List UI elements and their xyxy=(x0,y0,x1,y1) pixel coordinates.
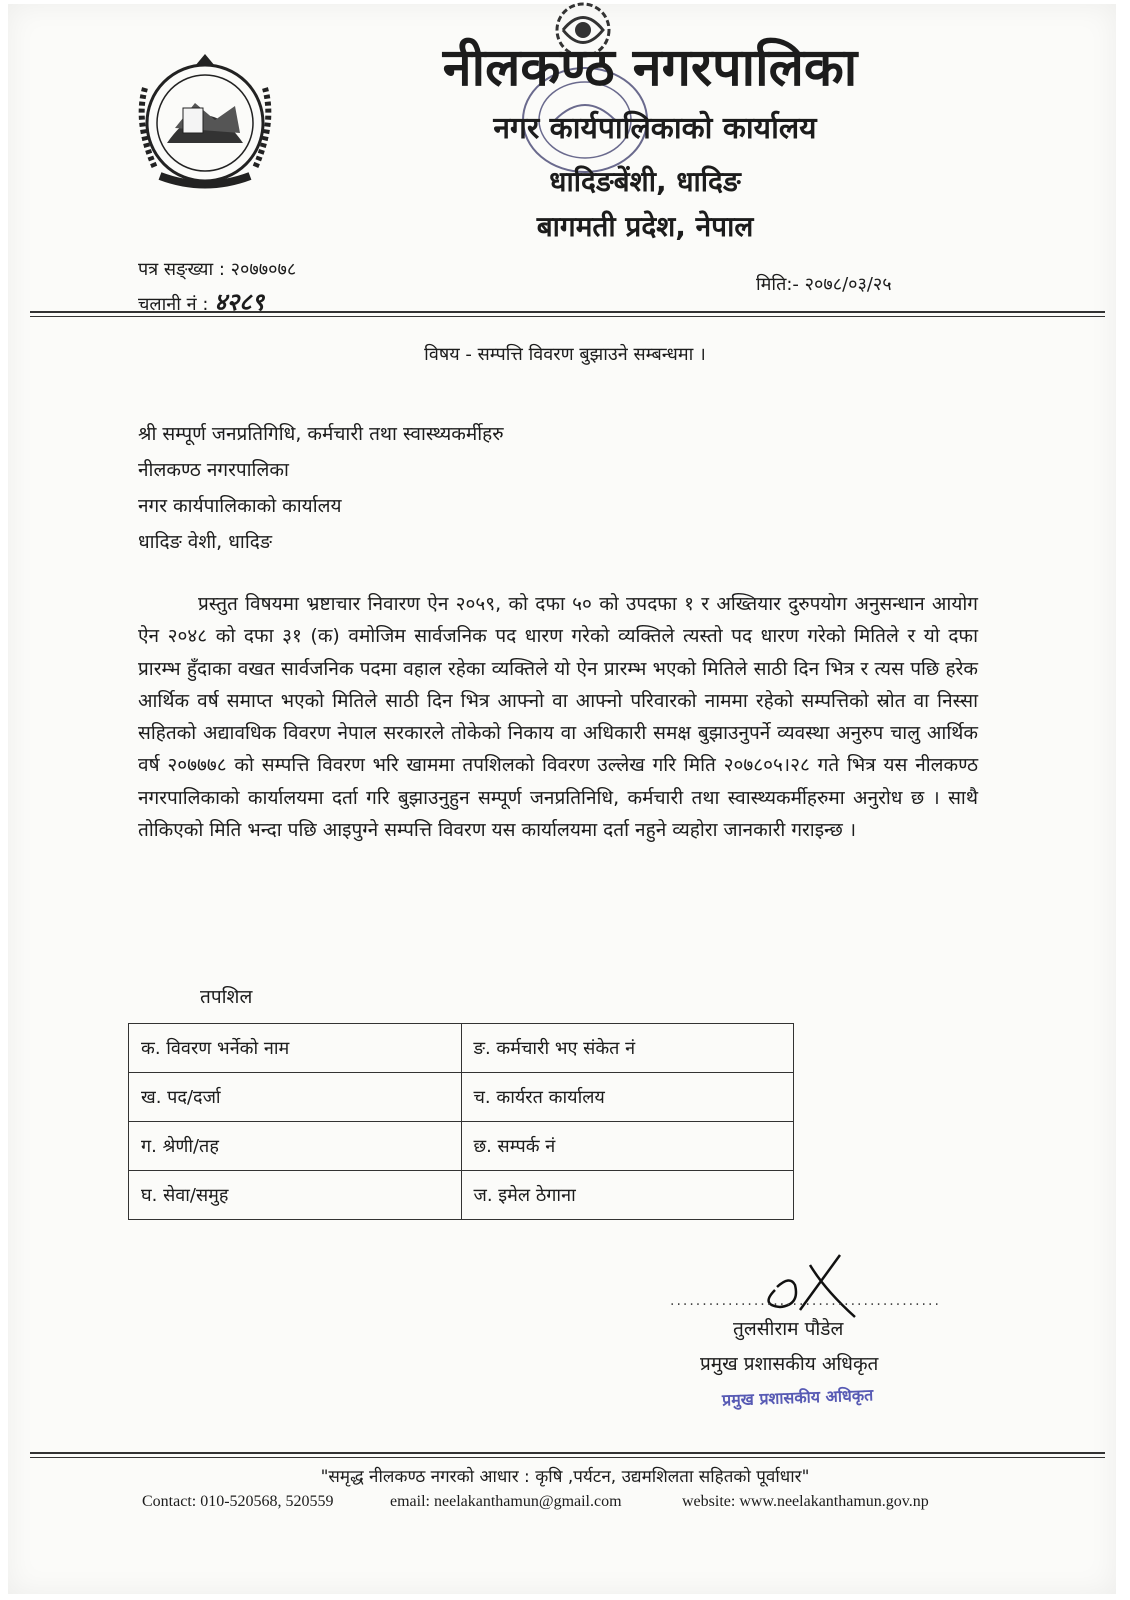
dispatch-label: चलानी नं : xyxy=(138,294,209,315)
table-cell: ज. इमेल ठेगाना xyxy=(461,1171,794,1220)
table-row xyxy=(129,1073,794,1122)
office-name: नगर कार्यपालिकाको कार्यालय xyxy=(493,111,817,146)
table-cell: ङ. कर्मचारी भए संकेत नं xyxy=(461,1024,794,1073)
table-cell: च. कार्यरत कार्यालय xyxy=(461,1073,794,1122)
letter-date: मिति:- २०७८/०३/२५ xyxy=(756,274,892,295)
details-table xyxy=(128,1023,794,1220)
signature-mark-icon xyxy=(755,1245,865,1325)
footer-website: website: www.neelakanthamun.gov.np xyxy=(682,1493,929,1510)
table-row xyxy=(129,1171,794,1220)
table-cell: ग. श्रेणी/तह xyxy=(129,1122,462,1171)
province-line: बागमती प्रदेश, नेपाल xyxy=(536,210,754,243)
signatory-name: तुलसीराम पौडेल xyxy=(733,1318,844,1340)
reference-number: पत्र सङ्ख्या : २०७७०७८ xyxy=(138,259,297,280)
signature-line: .......................................... xyxy=(670,1293,941,1309)
table-cell: घ. सेवा/समुह xyxy=(129,1171,462,1220)
table-cell: क. विवरण भर्नेको नाम xyxy=(129,1024,462,1073)
addressee-line-1: श्री सम्पूर्ण जनप्रतिगिधि, कर्मचारी तथा स्वास्थ्यकर्मीहरु xyxy=(138,423,504,445)
signatory-title: प्रमुख प्रशासकीय अधिकृत xyxy=(700,1353,879,1375)
addressee-line-2: नीलकण्ठ नगरपालिका xyxy=(138,459,289,481)
table-row xyxy=(129,1122,794,1171)
subject-line: विषय - सम्पत्ति विवरण बुझाउने सम्बन्धमा । xyxy=(424,344,706,365)
footer-contact: Contact: 010-520568, 520559 xyxy=(142,1493,334,1510)
office-address: धादिङबेंशी, धादिङ xyxy=(549,165,741,198)
table-row xyxy=(129,1024,794,1073)
footer-divider xyxy=(30,1452,1105,1458)
table-cell: छ. सम्पर्क नं xyxy=(461,1122,794,1171)
municipality-name: नीलकण्ठ नगरपालिका xyxy=(442,38,858,98)
footer-motto: "समृद्ध नीलकण्ठ नगरको आधार : कृषि ,पर्यटन, उद्यमशिलता सहितको पूर्वाधार" xyxy=(320,1467,810,1487)
tapasil-heading: तपशिल xyxy=(200,986,253,1008)
dispatch-value: ४२८९ xyxy=(214,288,265,316)
footer-email: email: neelakanthamun@gmail.com xyxy=(390,1493,622,1510)
letter-body: प्रस्तुत विषयमा भ्रष्टाचार निवारण ऐन २०५९, को दफा ५० को उपदफा १ र अख्तियार दुरुपयोग अनुसन्धान आयोग ऐन २०४८ को दफा ३१ (क) वमोजिम सार्वजनिक पद धारण गरेको व्यक्तिले त्यस्तो पद धारण गरेको मितिले र यो दफा प्रारम्भ हुँदाका वखत सार्वजनिक पदमा वहाल रहेका व्यक्तिले यो ऐन प्रारम्भ भएको मितिले साठी दिन भित्र र त्यस पछि हरेक आर्थिक वर्ष समाप्त भएको मितिले साठी दिन भित्र आफ्नो वा आफ्नो परिवारको नाममा रहेको सम्पत्तिको स्रोत वा निस्सा सहितको अद्यावधिक विवरण नेपाल सरकारले तोकेको निकाय वा अधिकारी समक्ष बुझाउनुपर्ने व्यवस्था अनुरुप चालु आर्थिक वर्ष २०७७७८ को सम्पत्ति विवरण भरि खाममा तपशिलको विवरण उल्लेख गरि मिति २०७८०५।२८ गते भित्र यस नीलकण्ठ नगरपालिकाको कार्यालयमा दर्ता गरि बुझाउनुहुन सम्पूर्ण जनप्रतिनिधि, कर्मचारी तथा स्वास्थ्यकर्मीहरुमा अनुरोध छ । साथै तोकिएको मिति भन्दा पछि आइपुग्ने सम्पत्ति विवरण यस कार्यालयमा दर्ता नहुने व्यहोरा जानकारी गराइन्छ । xyxy=(138,593,978,842)
addressee-line-3: नगर कार्यपालिकाको कार्यालय xyxy=(138,495,342,517)
header-divider xyxy=(30,311,1105,317)
table-cell: ख. पद/दर्जा xyxy=(129,1073,462,1122)
signatory-stamp: प्रमुख प्रशासकीय अधिकृत xyxy=(721,1385,874,1410)
addressee-line-4: धादिङ वेशी, धादिङ xyxy=(138,531,272,553)
